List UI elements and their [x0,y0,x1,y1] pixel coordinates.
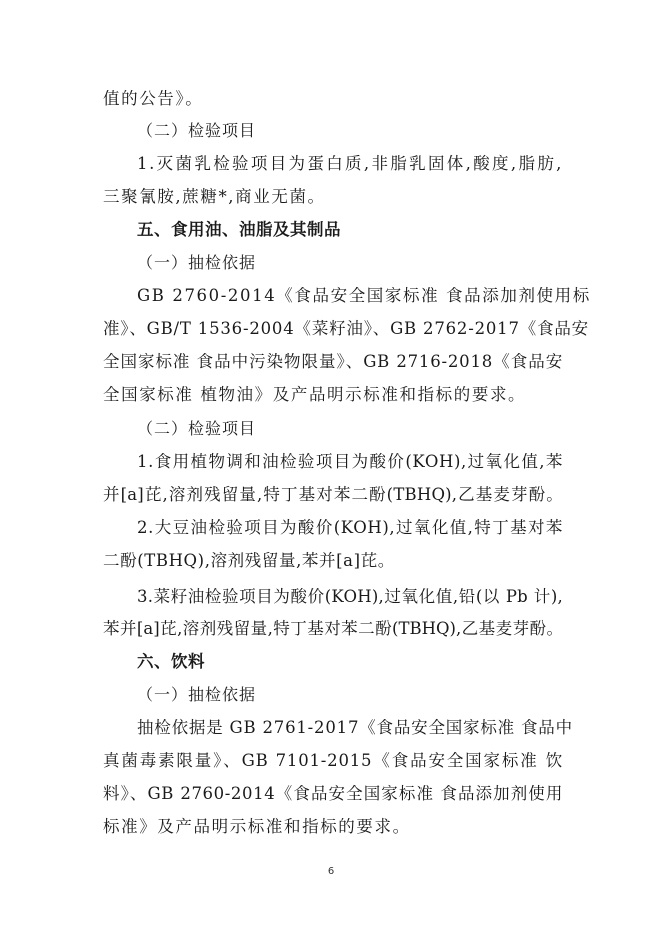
paragraph-line: 并[a]芘,溶剂残留量,特丁基对苯二酚(TBHQ),乙基麦芽酚。 [103,485,563,504]
paragraph-line: 料》、GB 2760-2014《食品安全国家标准 食品添加剂使用 [103,784,563,803]
subheading-inspection-items: （二）检验项目 [137,419,257,438]
paragraph-line: 准》、GB/T 1536-2004《菜籽油》、GB 2762-2017《食品安 [103,319,589,338]
paragraph-line: 苯并[a]芘,溶剂残留量,特丁基对苯二酚(TBHQ),乙基麦芽酚。 [103,619,563,638]
paragraph-line: 抽检依据是 GB 2761-2017《食品安全国家标准 食品中 [137,718,573,737]
paragraph-line: 值的公告》。 [103,89,204,108]
paragraph-line: 真菌毒素限量》、GB 7101-2015《食品安全国家标准 饮 [103,751,563,770]
paragraph-line: 二酚(TBHQ),溶剂残留量,苯并[a]芘。 [103,551,395,570]
paragraph-line: 3.菜籽油检验项目为酸价(KOH),过氧化值,铅(以 Pb 计), [137,587,563,606]
paragraph-line: 三聚氰胺,蔗糖*,商业无菌。 [103,187,326,206]
subheading-sampling-basis: （一）抽检依据 [137,685,257,704]
paragraph-line: 全国家标准 食品中污染物限量》、GB 2716-2018《食品安 [103,352,563,371]
paragraph-line: 标准》及产品明示标准和指标的要求。 [103,817,411,836]
subheading-sampling-basis: （一）抽检依据 [137,253,257,272]
paragraph-line: 2.大豆油检验项目为酸价(KOH),过氧化值,特丁基对苯 [137,518,563,537]
paragraph-line: 1.灭菌乳检验项目为蛋白质,非脂乳固体,酸度,脂肪, [137,154,563,173]
paragraph-line: GB 2760-2014《食品安全国家标准 食品添加剂使用标 [137,286,591,305]
paragraph-line: 1.食用植物调和油检验项目为酸价(KOH),过氧化值,苯 [137,452,563,471]
page-number: 6 [327,866,335,877]
section-heading-beverages: 六、饮料 [137,652,205,671]
section-heading-edible-oil: 五、食用油、油脂及其制品 [137,220,341,239]
paragraph-line: 全国家标准 植物油》及产品明示标准和指标的要求。 [103,385,527,404]
subheading-inspection-items: （二）检验项目 [137,121,257,140]
